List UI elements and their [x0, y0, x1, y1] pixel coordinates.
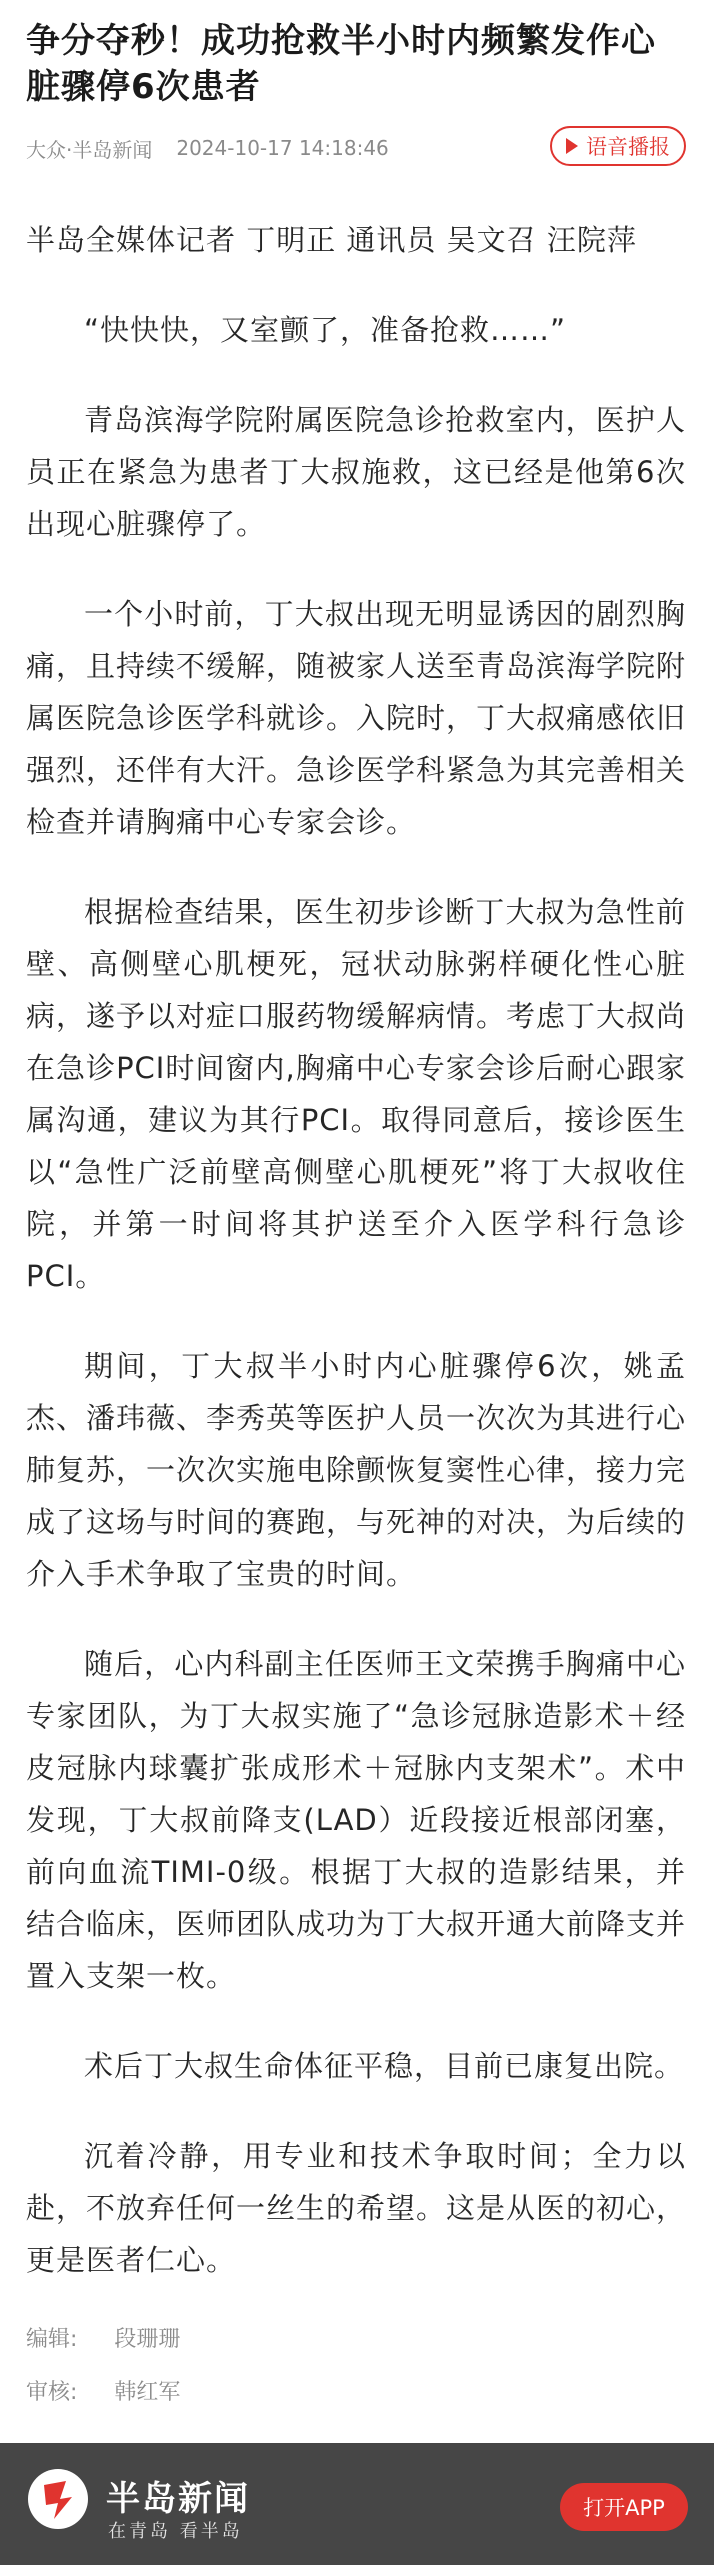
paragraph: 术后丁大叔生命体征平稳，目前已康复出院。 — [84, 2049, 685, 2083]
reviewer-name: 韩红军 — [114, 2380, 181, 2405]
reviewer-info — [26, 2375, 686, 2406]
bandao-logo-icon — [26, 2467, 90, 2531]
editor-label: 编辑: — [26, 2327, 78, 2352]
open-app-button[interactable]: 打开APP — [560, 2483, 688, 2531]
article-byline: 半岛全媒体记者 丁明正 通讯员 吴文召 汪院萍 — [26, 223, 637, 257]
paragraph: 期间，丁大叔半小时内心脏骤停6次，姚孟杰、潘玮薇、李秀英等医护人员一次次为其进行心肺复苏，一次次实施电除颤恢复窦性心律，接力完成了这场与时间的赛跑，与死神的对决，为后续的介入手术争取了宝贵的时间。 — [26, 1349, 687, 1591]
play-icon — [566, 138, 578, 154]
paragraph: 青岛滨海学院附属医院急诊抢救室内，医护人员正在紧急为患者丁大叔施救，这已经是他第6次出现心脏骤停了。 — [26, 403, 686, 541]
article-time: 2024-10-17 14:18:46 — [176, 136, 389, 160]
voice-broadcast-label: 语音播报 — [586, 135, 670, 159]
voice-broadcast-button[interactable] — [550, 126, 686, 166]
paragraph: 根据检查结果，医生初步诊断丁大叔为急性前壁、高侧壁心肌梗死，冠状动脉粥样硬化性心脏病，遂予以对症口服药物缓解病情。考虑丁大叔尚在急诊PCI时间窗内,胸痛中心专家会诊后耐心跟家属沟通，建议为其行PCI。取得同意后，接诊医生以“急性广泛前壁高侧壁心肌梗死”将丁大叔收住院，并第一时间将其护送至介入医学科行急诊PCI。 — [26, 895, 687, 1293]
paragraph: 随后，心内科副主任医师王文荣携手胸痛中心专家团队，为丁大叔实施了“急诊冠脉造影术＋经皮冠脉内球囊扩张成形术＋冠脉内支架术”。术中发现，丁大叔前降支(LAD）近段接近根部闭塞，前向血流TIMI-0级。根据丁大叔的造影结果，并结合临床，医师团队成功为丁大叔开通大前降支并置入支架一枚。 — [26, 1647, 687, 1993]
brand-slogan: 在青岛 看半岛 — [108, 2521, 243, 2542]
paragraph: 沉着冷静，用专业和技术争取时间；全力以赴，不放弃任何一丝生的希望。这是从医的初心，更是医者仁心。 — [26, 2139, 687, 2277]
brand-name: 半岛新闻 — [106, 2479, 250, 2519]
editor-info — [26, 2322, 686, 2353]
article-source: 大众·半岛新闻 — [26, 137, 153, 162]
paragraph: 一个小时前，丁大叔出现无明显诱因的剧烈胸痛，且持续不缓解，随被家人送至青岛滨海学院附属医院急诊医学科就诊。入院时，丁大叔痛感依旧强烈，还伴有大汗。急诊医学科紧急为其完善相关检查并请胸痛中心专家会诊。 — [26, 597, 687, 839]
article-title: 争分夺秒！成功抢救半小时内频繁发作心脏骤停6次患者 — [26, 21, 656, 107]
reviewer-label: 审核: — [26, 2380, 78, 2405]
paragraph: “快快快，又室颤了，准备抢救……” — [84, 313, 567, 347]
editor-name: 段珊珊 — [114, 2327, 181, 2352]
app-download-bar[interactable] — [0, 2443, 714, 2565]
article-meta — [26, 124, 686, 172]
